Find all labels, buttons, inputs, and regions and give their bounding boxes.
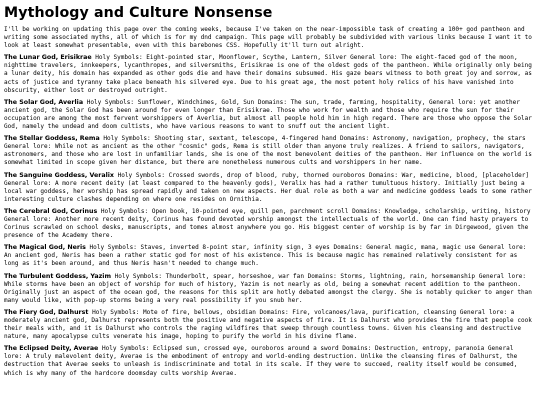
god-entry-veralix xyxy=(4,172,534,204)
intro-paragraph: I'll be working on updating this page over the coming weeks, because I've taken on the near-impossible task of creating a 100+ god pantheon and writing some associated myths, all of which is for my dnd campaign. This page will probably be subdivided with various links because I want it to look at least somewhat presentable, even with this barebones CSS. Hopefully it'll turn out alright. xyxy=(4,26,532,50)
god-description: Holy Symbols: Thunderbolt, spear, horseshoe, war fan Domains: Storms, lightning, rain, horsemanship General lore: While storms have been an object of worship for much of history, Yazim is not nearly as old, being a somewhat recent addition to the pantheon. Originally just an aspect of the ocean god, the reasons for this split are hotly debated amongst the clergy. She is notably quicker to anger than many would like, with pop-up storms being a very real possibility if you snub her. xyxy=(4,272,532,304)
god-entry-dalhurst xyxy=(4,309,534,341)
god-entry-neris xyxy=(4,244,534,268)
god-entry-erisikrae xyxy=(4,54,534,94)
god-entry-averae xyxy=(4,345,534,377)
god-name: The Stellar Goddess, Rema xyxy=(4,135,100,143)
god-name: The Eclipsed Deity, Averae xyxy=(4,345,99,353)
god-description: Holy Symbols: Open book, 10-pointed eye, quill pen, parchment scroll Domains: Knowledge, scholarship, writing, history General lore: Another more recent deity, Corinus has found devoted worship amongst the intellectuals of the world. One can find hasty prayers to Corinus scrawled on school desks, manuscripts, and tomes almost anywhere you go. His biggest center of worship is by far in Dirgewood, given the presence of the Academy there. xyxy=(4,207,531,240)
god-name: The Cerebral God, Corinus xyxy=(4,207,98,215)
god-description: Holy Symbols: Eight-pointed star, Moonflower, Scythe, Lantern, Silver General lore: The eight-faced god of the moon, nighttime travelers, innkeepers, lycanthropes, and silversmiths, Erisikrae is one of the oldest gods of the pantheon. While originally only being a lunar deity, his domain has expanded as other gods die and have their domains subsumed. His gaze bears witness to both great joy and sorrow, as acts of justice and tyranny take place beneath his silvered eye. Due to his great age, the most potent holy relics of his have vanished into obscurity, either lost or destroyed outright. xyxy=(4,54,532,94)
god-name: The Lunar God, Erisikrae xyxy=(4,54,92,62)
god-name: The Fiery God, Dalhurst xyxy=(4,308,89,316)
god-name: The Solar God, Averlia xyxy=(4,98,84,106)
god-description: Holy Symbols: Eclipsed sun, crossed eye, ouroboros around a sword Domains: Destruction, entropy, paranoia General lore: A truly malevolent deity, Averae is the embodiment of entropy and world-ending destruction. Unlike the cleansing fires of Dalhurst, the destruction that Averae seeks to unleash is indiscriminate and total in its scale. If they were to succeed, reality itself would be consumed, which is why many of the hardcore doomsday cults worship Averae. xyxy=(4,345,518,377)
page-title: Mythology and Culture Nonsense xyxy=(4,5,273,21)
god-description: Holy Symbols: Sunflower, Windchimes, Gold, Sun Domains: The sun, trade, farming, hospitality, General lore: yet another ancient god, the Solar God has been around for even longer than Erisikrae. Those who work for wealth and those who require the sun for their occupation are among the most fervent worshippers of Averlia, but almost all people hold him in high regard. There are those who oppose the Solar God, namely the undead and doom cultists, who have various reasons to want to snuff out the ancient light. xyxy=(4,98,532,131)
god-entry-averlia xyxy=(4,99,534,131)
page-content xyxy=(4,0,534,378)
god-entry-yazim xyxy=(4,273,534,305)
god-description: Holy Symbols: Staves, inverted 8-point star, infinity sign, 3 eyes Domains: General magic, mana, magic use General lore: An ancient god, Neris has been a rather static god for most of his existence. This is because magic has remained relatively consistent for as long as it's been around, and thus Neris hasn't needed to change much. xyxy=(4,244,527,268)
god-name: The Magical God, Neris xyxy=(4,244,86,252)
god-name: The Turbulent Goddess, Yazim xyxy=(4,272,112,280)
god-description: Holy Symbols: Shooting star, sextant, telescope, 4-fingered hand Domains: Astronomy, navigation, prophecy, the stars General lore: While not as ancient as the other "cosmic" gods, Rema is still older than anyone truly realizes. A friend to sailors, navigators, astronomers, and those who are lost in unfamiliar lands, she is one of the most benevolent deities of the pantheon. Her influence on the world is somewhat limited in scope given her distance, but there are nonetheless numerous cults and worshippers in her name. xyxy=(4,135,532,167)
god-description: Holy Symbols: Mote of fire, bellows, obsidian Domains: Fire, volcanoes/lava, purification, cleansing General lore: a moderately ancient god, Dalhurst represents both the positive and negative aspects of fire. It is Dalhurst who provides the fire that people cook their meals with, and it is Dalhurst who controls the raging wildfires that sweep through countless towns. Given his cleansing and destructive nature, many apocalypse cults venerate his image, hoping to purify the world in his divine flame. xyxy=(4,308,532,341)
god-description: Holy Symbols: Crossed swords, drop of blood, ruby, thorned ouroboros Domains: War, medicine, blood, [placeholder] General lore: A more recent deity (at least compared to the heavenly gods), Veralix has had a rather tumultuous history. Initially just being a local war goddess, her worship has spread rapidly and taken on new aspects. Her dual role as both a war and medicine goddess leads to some rather interesting culture clashes depending on where one resides on Ornithia. xyxy=(4,171,532,203)
god-entry-rema xyxy=(4,135,534,167)
god-entry-corinus xyxy=(4,208,534,240)
god-name: The Sanguine Goddess, Veralix xyxy=(4,171,114,179)
